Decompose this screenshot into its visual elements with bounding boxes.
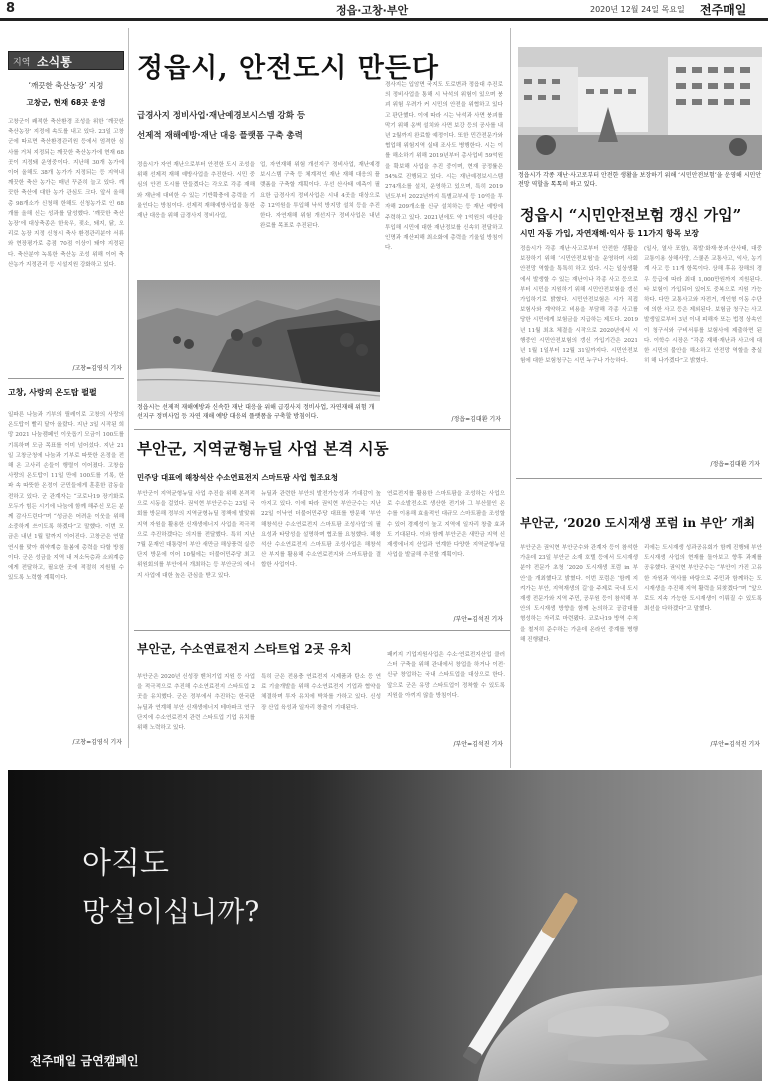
story-body: 뉴딜과 관련한 부안의 발전가능성과 기대감이 높아지고 있다. 이에 따라 권익현 부안군수는 지난 22일 이낙연 더불어민주당 대표를 방문해 ‘부안 해창석산 수소연료전지 스마트팜 조성사업’의 필요성과 타당성을 설명하며 협조를 요청했다. 해창석산 수소연료전지 스마트팜 조성사업은 해창석산 부지를 활용해 수소연료전지와 스마트팜을 결합한 사업이다. <box>261 491 381 569</box>
ad-headline-line1: 아직도 <box>82 846 169 881</box>
byline: /고창=김영식 기자 <box>72 365 122 372</box>
column-tag: 지역 <box>13 58 31 68</box>
story-headline: 정읍시 “시민안전보험 갱신 가입” <box>520 206 742 224</box>
story-body: 고창군이 쾌적한 축산환경 조성을 위한 ‘깨끗한 축산농장’ 지정에 속도를 내고 있다. 23일 고창군에 따르면 축산환경관리원 등에서 엄격한 심사를 거쳐 지정되는 깨끗한 축산농가에 현재 68곳이 지정돼 운영중이다. 지난해 30개 농가에 이어 올해도 38개 농가가 지정되는 등 지역내 깨끗한 축산 농가는 매년 꾸준히 늘고 있다. 깨끗한 축산에 대한 농가 관심도 크다. 앞서 올해 총 98개소가 신청해 한해도 신청농가로 인 68개를 올해 신는 성과를 달성했다. ‘깨끗한 축산농장’에 대상축종은 한육우, 젖소, 돼지, 닭, 오리로 농장 지정 신청시 축사 환경관리분야 서류와 현장평가로 총점 70점 이상이 돼야 지정된다. 축산분야 녹록한 축산농 조성 위해 이어 축산농가 지정관리 등 시설지원 강화하고 있다. <box>8 119 124 268</box>
story-body: 경사지는 입암면 국지도 도로변과 정읍대 추진로의 정비사업을 통해 시 낙석의 위험이 있으며 붕괴 위험 우려가 커 시민의 안전을 위협하고 있다고 판단했다. 이에 따라 시는 낙석과 사면 붕괴를 막기 위해 옹벽 설치와 사면 보강 등의 공사를 내년 2월까지 완료할 예정이다. 또한 민간전문가와 협업해 위험지역 실태 조사도 병행한다. 시는 이를 해소하기 위해 2019년부터 총사업비 59억원을 확보해 사업을 추진 중이며, 현재 공정률은 54%로 진행되고 있다. 시는 재난예경보시스템 274개소를 설치, 운영하고 있으며, 특히 2019년도부터 2022년까지 특별교부세 등 10억을 투자해 209개소를 신규 설치하는 등 재난 예방에 주력하고 있다. 2021년에도 약 1억원의 예산을 투입해 시민에 대한 재난정보를 신속히 전달하고 인명과 재산피해 최소화에 총력을 기울일 방침이다. <box>385 82 503 252</box>
issue-date: 2020년 12월 24일 목요일 <box>590 5 685 14</box>
story-headline: 부안군, ‘2020 도시재생 포럼 in 부안’ 개최 <box>520 516 755 530</box>
story-body: 리에는 도시재생 성과공유회가 함께 진행돼 부안 도시재생 사업의 현재를 돌아보고 향후 과제를 공유했다. 권익현 부안군수는 “부안이 가진 고유한 자원과 역사를 바탕으로 주민과 함께하는 도시재생을 추진해 지역 활력을 되찾겠다”며 “앞으로도 지속 가능한 도시재생이 이뤄질 수 있도록 최선을 다하겠다”고 말했다. <box>644 545 762 613</box>
byline: /부안=김석진 기자 <box>453 616 503 623</box>
story-body: 정읍시가 각종 재난·사고로부터 안전한 생활을 보장하기 위해 ‘시민안전보험’을 운영하며 사회안전망 역할을 톡톡히 하고 있다. 시는 일상생활에서 발생할 수 있는 재난이나 각종 사고 등으로부터 시민을 지원하기 위해 시민안전보험을 갱신 가입하기로 밝혔다. 시민안전보험은 시가 직접 보험사와 계약하고 비용을 부담해 각종 사고를 당한 시민에게 보험금을 지급하는 제도다. 2019년 11월 최초 체결을 시작으로 2020년에서 시행중인 시민안전보험의 갱신 가입기간은 2021년 1월 1일부터 12월 31일까지다. 시민안전보험에 대한 보험청구는 시민 누구나 가능하다. <box>520 246 638 365</box>
story-body: (일사, 열사 포함), 폭발·화재·붕괴·산사태, 대중교통이용 상해사망, 스쿨존 교통사고, 익사, 농기계 사고 등 11개 항목이다. 상해 후유 장해의 경우 등급에 따라 최대 1,000만원까지 지원된다. 타 보험이 가입되어 있어도 중복으로 지원 가능하다. 다만 교통사고와 자전거, 개인형 이동 수단에 의한 사고 등은 제외된다. 보험금 청구는 사고 발생일로부터 3년 이내 피해자 또는 법정 상속인이 청구서와 구비서류를 보험사에 제출하면 된다. 이학수 시장은 “각종 재해·재난과 사고에 대한 시민의 불안을 해소하고 안전망 역할을 충실히 해 나가겠다”고 밝혔다. <box>644 246 762 365</box>
story-body: 부안군이 지역균형뉴딜 사업 추진을 위해 본격적으로 시동을 걸었다. 권익현 부안군수는 23일 국회를 방문해 정부의 지역균형뉴딜 정책에 발맞춰 지역 자원을 활용한 신재생에너지 사업을 적극적으로 추진하겠다는 의지를 전달했다. 특히 지난 7월 문재인 대통령이 부안 새만금 해상풍력 실증단지 방문에 이어 10월에는 더불어민주당 최고위원회의를 부안에서 개최하는 등 부안군의 에너지 사업에 대한 높은 관심을 받고 있다. <box>137 491 255 579</box>
main-subhead-1: 급경사지 정비사업·재난예경보시스템 강화 등 <box>137 111 306 121</box>
story-body: 정읍시가 자연 재난으로부터 안전한 도시 조성을 위해 선제적 재해 예방사업을 추진한다. 시민 중심의 안전 도시를 만들겠다는 각오로 각종 재해와 재난에 대비한 수 있는 기반확충에 총력을 기울인다는 방침이다. 선제적 재해예방사업을 통한 재난 대응을 위해 급경사지 정비사업, <box>137 162 255 220</box>
story-subhead: 시민 자동 가입, 자연재해·익사 등 11가지 항목 보장 <box>520 229 699 238</box>
byline: /부안=김석진 기자 <box>453 741 503 748</box>
section-title: 정읍·고창·부안 <box>336 4 409 17</box>
story-subhead: 민주당 대표에 해창석산 수소연료전지 스마트팜 사업 협조요청 <box>137 473 339 482</box>
story-body: 부안군은 2020년 신성장 벤처기업 지원 등 사업을 적극적으로 추진해 수소연료전지 스타트업 2곳을 유치했다. 군은 정부에서 추진하는 한국판 뉴딜과 연계해 부안 신재생에너지 테마파크 연구단지에 수소연료전지 관련 스타트업 기업 유치를 위해 노력하고 있다. <box>137 674 255 732</box>
photo-caption: 정읍시는 선제적 재해예방과 신속한 재난 대응을 위해 급경사지 정비사업, 자연재해 위험 개선지구 정비사업 등 자연 재해 예방 대응의 플랫폼을 구축할 방침이다. <box>137 404 375 420</box>
mountain-road-photo <box>137 280 380 401</box>
ad-headline-line2: 망설이십니까? <box>82 895 260 928</box>
story-headline: ‘깨끗한 축산농장’ 지정 <box>28 81 104 90</box>
divider <box>8 378 124 379</box>
byline: /정읍=김대환 기자 <box>710 461 760 468</box>
story-headline: 부안군, 지역균형뉴딜 사업 본격 시동 <box>137 439 389 458</box>
story-headline: 부안군, 수소연료전지 스타트업 2곳 유치 <box>137 642 352 656</box>
column-title: 소식통 <box>37 55 72 69</box>
divider <box>134 630 510 631</box>
story-body: 연료전지를 활용한 스마트팜을 조성하는 사업으로 수소발전소로 생산한 전기와 그 부산물인 온수를 이용해 효율적인 대규모 스마트팜을 조성할 수 있어 경제성이 높고 지역에 일자리 창출 효과도 기대된다. 이와 함께 부안군은 새만금 지역 신재생에너지 산업과 연계한 다양한 지역균형뉴딜 사업을 발굴해 추진할 계획이다. <box>387 491 505 559</box>
byline: /부안=김석진 기자 <box>710 741 760 748</box>
photo-caption: 정읍시가 각종 재난·사고로부터 안전한 생활을 보장하기 위해 ‘시민안전보험’을 운영해 시민안전망 역할을 톡톡히 하고 있다. <box>518 172 762 188</box>
divider <box>516 478 762 479</box>
column-rule <box>128 28 129 748</box>
story-body: 일파른 나눔과 기부의 릴레이로 고창의 사랑의 온도탑이 빨리 달아 올랐다. 지난 3일 시작된 희망 2021 나눔캠페인 이웃돕기 모금이 100도를 기록하며 모금 목표를 이미 넘어섰다. 지난 21일 고창군청에 나눔과 기부로 따뜻한 온정을 전해 온 고사리 손들이 행렬이 이어졌다. 고창읍 사랑의 온도탑이 11일 만에 100도를 기록, 한파 속 따뜻한 온정이 군민들에게 훈훈한 감동을 전하고 있다. 군 관계자는 “코로나19 장기화로 모두가 힘든 시기에 나눔에 함께 해주신 모든 분께 감사드린다”며 “성금은 어려운 이웃을 위해 소중하게 쓰이도록 하겠다”고 말했다. 이번 모금은 내년 1월 말까지 이어진다. 고창군은 연말연시를 맞아 취약계층 돌봄에 총력을 다할 방침이다. 군은 성금을 지역 내 저소득층과 소외계층에게 전달하고, 필요한 곳에 적절히 지원될 수 있도록 노력할 계획이다. <box>8 412 124 582</box>
main-headline: 정읍시, 안전도시 만든다 <box>137 53 440 84</box>
byline: /고창=김영식 기자 <box>72 739 122 746</box>
header-rule <box>0 18 768 21</box>
story-body: 패키지 기업지원사업은 수소·연료전지산업 클러스터 구축을 위해 관내에서 창업을 하거나 이전·신규 창업하는 국내 스타트업을 대상으로 한다. 앞으로 군은 유망 스타트업이 정착할 수 있도록 지원을 아끼지 않을 방침이다. <box>387 652 505 699</box>
column-rule <box>510 28 511 768</box>
story-body: 부안군은 권익현 부안군수와 관계자 등이 참석한 가운데 23일 부안군 소재 호텔 등에서 도시재생 분야 전문가 초청 ‘2020 도시재생 포럼 in 부안’을 개최했다고 밝혔다. 이번 포럼은 ‘함께 지켜가는 부안, 지역재생의 길’을 주제로 국내 도시재생 전문가와 지역 주민, 공무원 등이 참석해 부안의 도시재생 방향을 함께 논의하고 공감대를 형성하는 자리로 마련됐다. 코로나19 방역 수칙을 철저히 준수하는 가운데 온라인 중계를 병행해 진행됐다. <box>520 545 638 643</box>
byline: /정읍=김대환 기자 <box>451 416 501 423</box>
main-subhead-2: 선제적 재해예방·재난 대응 플랫폼 구축 총력 <box>137 131 303 141</box>
divider <box>134 429 510 430</box>
story-body: 특히 군은 전용충 연료전지 시제품과 탄소 등 연료 기술개발을 위해 수소연료전지 기업과 협약을 체결하며 투자 유치에 박차를 가하고 있다. 신성장 산업 육성과 일자리 창출이 기대된다. <box>261 674 381 711</box>
story-body: 업, 자연재해 위험 개선지구 정비사업, 재난예경보시스템 구축 등 체계적인 재난 재해 대응의 플랫폼을 구축할 계획이다. 우선 산사태 예측이 필요한 급경사지 정비사업은 시내 4곳을 대상으로 총 12억원을 투입해 낙석 방지망 설치 등을 추진한다. 자연재해 위험 개선지구 정비사업은 내년 완료를 목표로 추진된다. <box>260 162 380 230</box>
story-subhead: 고창군, 현재 68곳 운영 <box>26 98 106 107</box>
ad-footer: 전주매일 금연캠페인 <box>30 1054 139 1068</box>
story-headline: 고창, 사랑의 온도탑 펄펄 <box>8 388 97 397</box>
city-hall-photo <box>518 47 762 170</box>
paper-name: 전주매일 <box>700 3 747 17</box>
page-number: 8 <box>6 1 16 16</box>
